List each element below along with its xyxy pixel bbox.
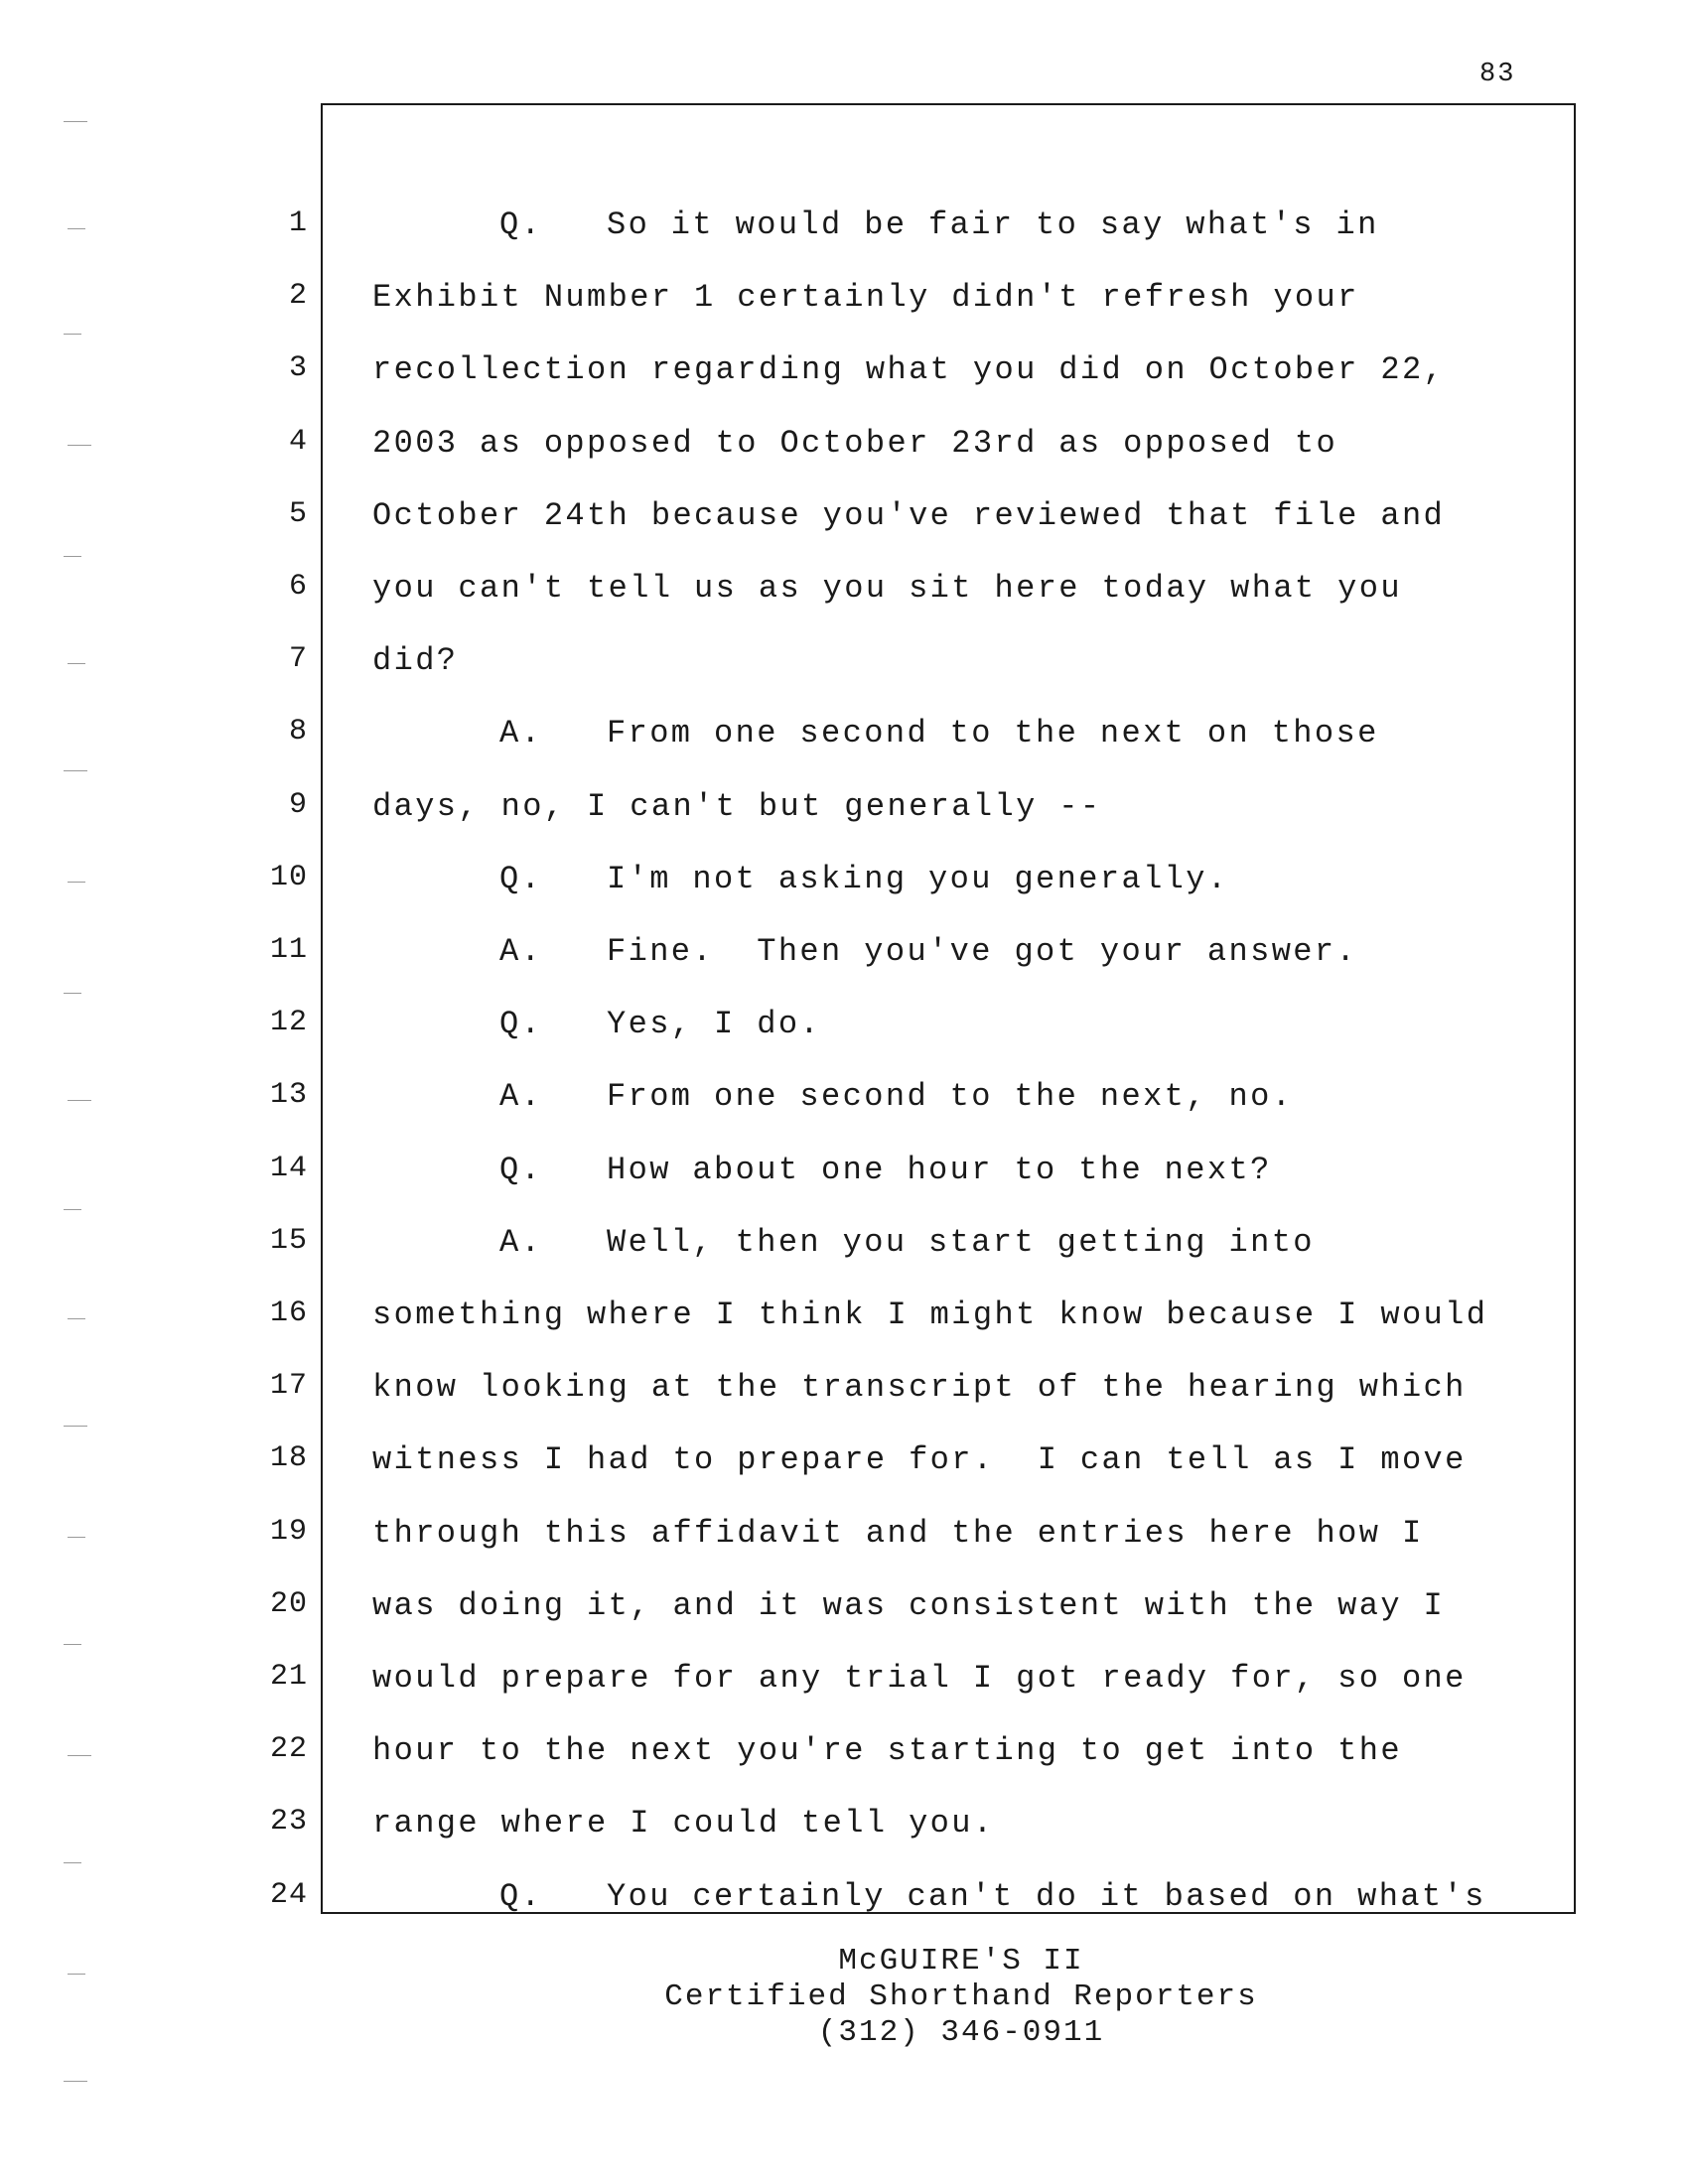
transcript-line [0,1503,1684,1574]
line-number: 23 [269,1805,308,1839]
testimony-text: From one second to the next, no. [607,1078,1294,1115]
testimony-text: recollection regarding what you did on October 22, [372,351,1446,388]
testimony-text: something where I think I might know because I would [372,1297,1488,1333]
transcript-line [0,558,1684,629]
speaker-label: A. [499,1078,543,1115]
line-text [499,861,1229,897]
line-number: 21 [269,1660,308,1694]
line-text [372,1732,1402,1769]
line-text [372,1805,995,1842]
line-text [372,425,1337,462]
testimony-text: I'm not asking you generally. [607,861,1229,897]
line-text [372,351,1445,388]
testimony-text: Well, then you start getting into [607,1224,1315,1261]
testimony-text: 2003 as opposed to October 23rd as opposed to [372,425,1338,462]
line-number: 8 [288,715,308,749]
line-number: 11 [269,933,308,967]
testimony-text: through this affidavit and the entries here how I [372,1515,1424,1552]
transcript-line [0,849,1684,920]
testimony-text: From one second to the next on those [607,715,1379,751]
line-text [499,1078,1293,1115]
line-text [372,497,1445,534]
testimony-text: hour to the next you're starting to get into the [372,1732,1402,1769]
transcript-line [0,1575,1684,1647]
line-number: 6 [288,570,308,604]
line-text [372,279,1359,316]
line-number: 3 [288,351,308,385]
transcript-line [0,340,1684,411]
line-number: 20 [269,1587,308,1621]
line-text [499,933,1357,970]
line-text [372,642,458,679]
testimony-text: October 24th because you've reviewed that file and [372,497,1446,534]
transcript-line [0,1648,1684,1719]
line-number: 19 [269,1515,308,1549]
line-number: 15 [269,1224,308,1258]
transcript-line [0,195,1684,266]
speaker-label: Q. [499,861,543,897]
line-text [499,1006,821,1042]
speaker-label: Q. [499,1878,543,1915]
line-number: 2 [288,279,308,313]
testimony-text: days, no, I can't but generally -- [372,788,1102,825]
line-text [499,1224,1315,1261]
speaker-label: Q. [499,1152,543,1188]
line-text [372,788,1102,825]
page-number: 83 [1479,60,1516,89]
speaker-label: Q. [499,1006,543,1042]
reporter-service: Certified Shorthand Reporters [664,1979,1258,2014]
testimony-text: How about one hour to the next? [607,1152,1272,1188]
line-text [372,570,1402,607]
line-text [372,1515,1424,1552]
line-number: 12 [269,1006,308,1039]
testimony-text: was doing it, and it was consistent with the way I [372,1587,1446,1624]
transcript-line [0,776,1684,848]
line-number: 17 [269,1369,308,1403]
reporter-footer [0,1944,1684,2051]
transcript-line [0,413,1684,484]
line-text [372,1441,1467,1478]
testimony-text: range where I could tell you. [372,1805,995,1842]
transcript-line [0,994,1684,1065]
line-text [372,1660,1467,1697]
line-number: 5 [288,497,308,531]
transcript-line [0,1793,1684,1864]
transcript-line [0,1720,1684,1792]
transcript-line [0,1285,1684,1356]
testimony-text: witness I had to prepare for. I can tell as I move [372,1441,1467,1478]
line-text [499,1878,1486,1915]
line-number: 22 [269,1732,308,1766]
transcript-line [0,1066,1684,1138]
speaker-label: Q. [499,206,543,243]
testimony-text: you can't tell us as you sit here today what you [372,570,1402,607]
line-number: 16 [269,1297,308,1330]
testimony-text: know looking at the transcript of the hearing which [372,1369,1467,1406]
speaker-label: A. [499,1224,543,1261]
line-number: 10 [269,861,308,894]
testimony-text: Yes, I do. [607,1006,822,1042]
speaker-label: A. [499,933,543,970]
line-text [499,1152,1272,1188]
transcript-line [0,267,1684,339]
reporter-company: McGUIRE'S II [838,1944,1084,1979]
line-number: 7 [288,642,308,676]
transcript-line [0,485,1684,557]
testimony-text: would prepare for any trial I got ready for, so one [372,1660,1467,1697]
line-text [372,1297,1487,1333]
transcript-line [0,1212,1684,1284]
line-text [372,1369,1467,1406]
line-number: 18 [269,1441,308,1475]
transcript-line [0,703,1684,774]
testimony-text: You certainly can't do it based on what's [607,1878,1486,1915]
line-number: 9 [288,788,308,822]
line-number: 24 [269,1878,308,1912]
transcript-line [0,630,1684,702]
reporter-phone: (312) 346-0911 [817,2015,1105,2050]
line-text [499,206,1379,243]
line-text [372,1587,1445,1624]
line-number: 14 [269,1152,308,1185]
transcript-line [0,1357,1684,1429]
line-number: 13 [269,1078,308,1112]
transcript-line [0,921,1684,993]
transcript-line [0,1430,1684,1501]
testimony-text: So it would be fair to say what's in [607,206,1379,243]
speaker-label: A. [499,715,543,751]
testimony-text: Fine. Then you've got your answer. [607,933,1358,970]
line-text [499,715,1379,751]
line-number: 4 [288,425,308,459]
transcript-line [0,1866,1684,1938]
testimony-text: Exhibit Number 1 certainly didn't refresh your [372,279,1359,316]
testimony-text: did? [372,642,459,679]
transcript-line [0,1140,1684,1211]
line-number: 1 [288,206,308,240]
